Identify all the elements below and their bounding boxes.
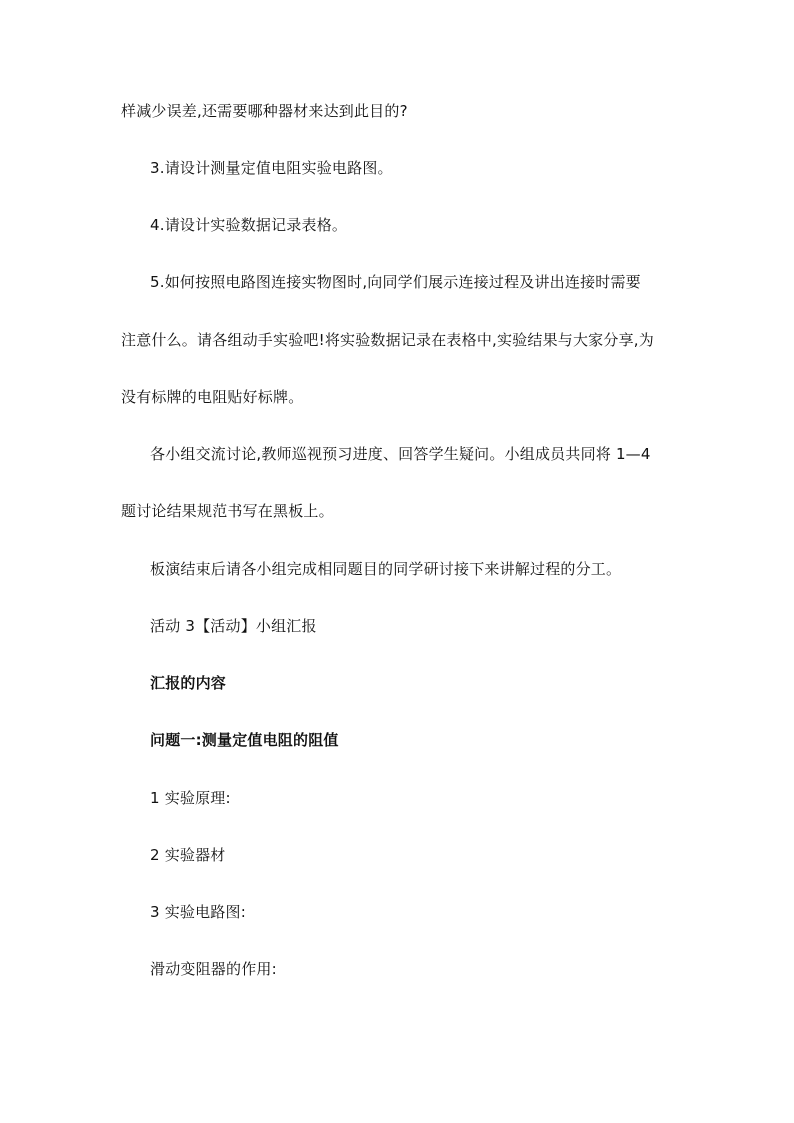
question-5: 5.如何按照电路图连接实物图时,向同学们展示连接过程及讲出连接时需要 [150, 273, 641, 291]
question-3: 3.请设计测量定值电阻实验电路图。 [150, 159, 393, 177]
paragraph-line-continuation: 样减少误差,还需要哪种器材来达到此目的? [121, 102, 408, 120]
discussion-paragraph-continued: 题讨论结果规范书写在黑板上。 [121, 502, 334, 520]
discussion-paragraph: 各小组交流讨论,教师巡视预习进度、回答学生疑问。小组成员共同将 1—4 [150, 445, 651, 463]
item-experiment-equipment: 2 实验器材 [150, 846, 226, 864]
item-experiment-circuit: 3 实验电路图: [150, 903, 246, 921]
board-presentation-paragraph: 板演结束后请各小组完成相同题目的同学研讨接下来讲解过程的分工。 [150, 560, 622, 578]
report-content-heading: 汇报的内容 [150, 674, 227, 692]
item-experiment-principle: 1 实验原理: [150, 789, 231, 807]
problem-one-heading: 问题一:测量定值电阻的阻值 [150, 731, 339, 749]
activity-3-heading: 活动 3【活动】小组汇报 [150, 617, 317, 635]
question-5-end: 没有标牌的电阻贴好标牌。 [121, 388, 304, 406]
question-5-continued: 注意什么。请各组动手实验吧!将实验数据记录在表格中,实验结果与大家分享,为 [121, 331, 654, 349]
item-rheostat-function: 滑动变阻器的作用: [150, 960, 277, 978]
question-4: 4.请设计实验数据记录表格。 [150, 216, 348, 234]
